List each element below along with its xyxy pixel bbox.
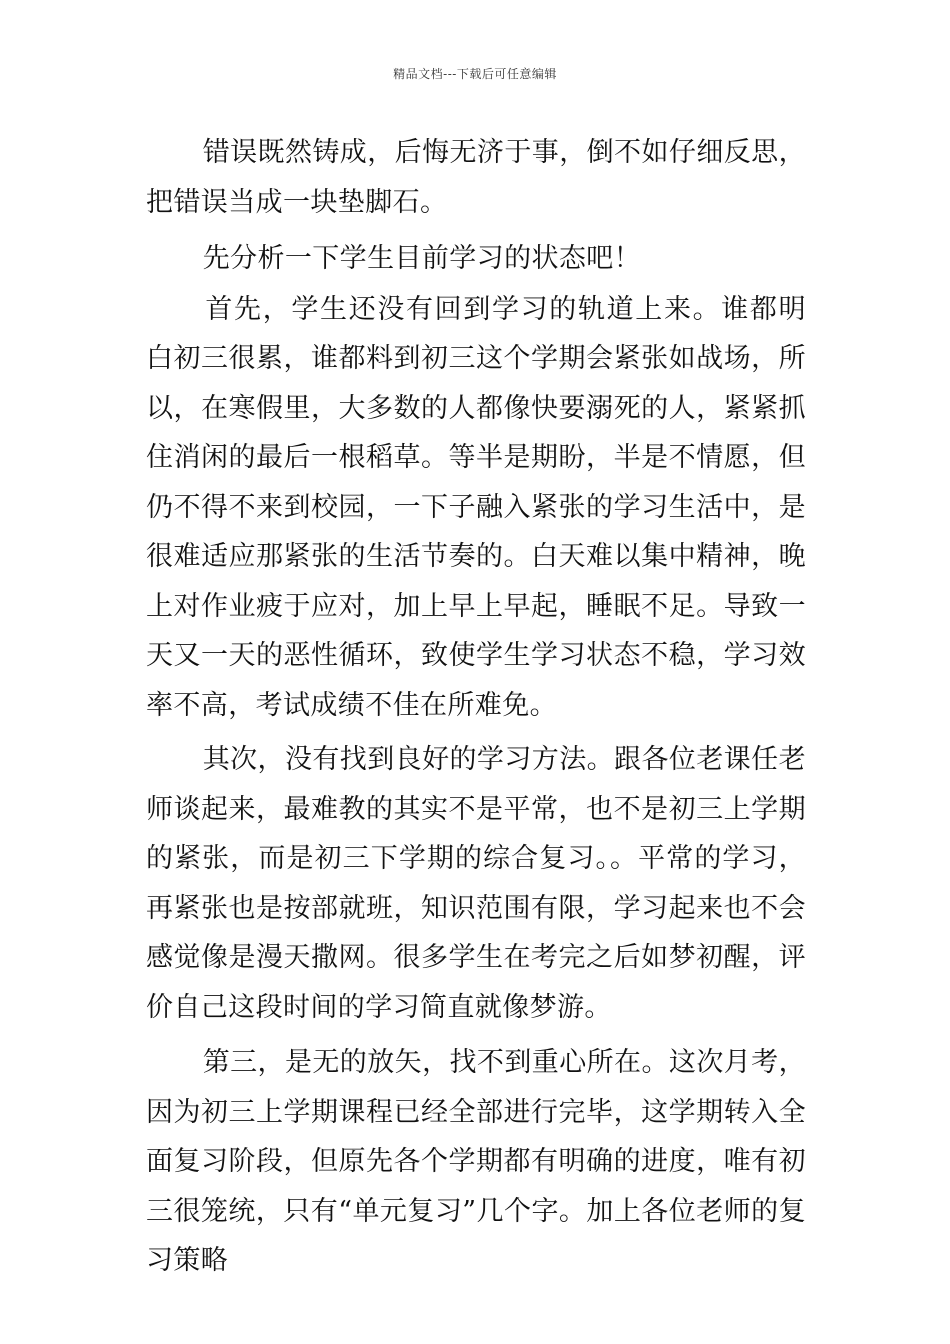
paragraph-analysis-intro: 先分析一下学生目前学习的状态吧！ bbox=[202, 243, 642, 274]
paragraph-third-point: 第三，是无的放矢，找不到重心所在。这次月考，因为初三上学期课程已经全部进行完毕，这学期转入全面复习阶段，但原先各个学期都有明确的进度，唯有初三很笼统，只有“单元复习”几个字。加上各位老师的复习策略 bbox=[146, 1047, 806, 1276]
page-header: 精品文档---下载后可任意编辑 bbox=[393, 67, 557, 81]
document-body bbox=[146, 128, 806, 1286]
paragraph-second-point: 其次，没有找到良好的学习方法。跟各位老课任老师谈起来，最难教的其实不是平常，也不是初三上学期的紧张，而是初三下学期的综合复习。。平常的学习，再紧张也是按部就班，知识范围有限，学习起来也不会感觉像是漫天撒网。很多学生在考完之后如梦初醒，评价自己这段时间的学习简直就像梦游。 bbox=[146, 744, 806, 1023]
paragraph-reflection: 错误既然铸成，后悔无济于事，倒不如仔细反思，把错误当成一块垫脚石。 bbox=[146, 137, 806, 218]
paragraph-first-point: 首先，学生还没有回到学习的轨道上来。谁都明白初三很累，谁都料到初三这个学期会紧张如战场，所以，在寒假里，大多数的人都像快要溺死的人，紧紧抓住消闲的最后一根稻草。等半是期盼，半是不情愿，但仍不得不来到校园，一下子融入紧张的学习生活中，是很难适应那紧张的生活节奏的。白天难以集中精神，晚上对作业疲于应对，加上早上早起，睡眠不足。导致一天又一天的恶性循环，致使学生学习状态不稳，学习效率不高，考试成绩不佳在所难免。 bbox=[146, 293, 806, 721]
